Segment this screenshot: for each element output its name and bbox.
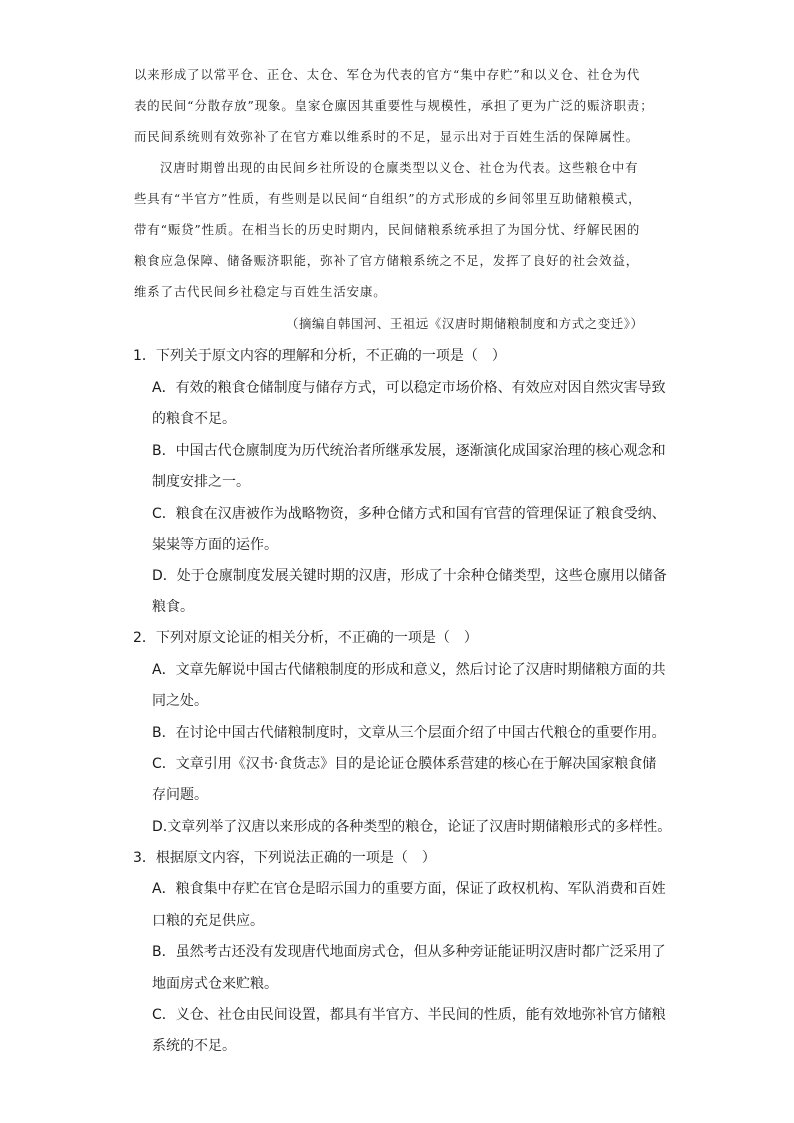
- option-line: C．粮食在汉唐被作为战略物资，多种仓储方式和国有官营的管理保证了粮食受纳、: [152, 506, 666, 522]
- option-line: A．粮食集中存贮在官仓是昭示国力的重要方面，保证了政权机构、军队消费和百姓: [152, 881, 666, 897]
- option-line: D．处于仓廪制度发展关键时期的汉唐，形成了十余种仓储类型，这些仓廪用以储备: [152, 568, 667, 584]
- option-line: C．义仓、社仓由民间设置，都具有半官方、半民间的性质，能有效地弥补官方储粮: [152, 1007, 666, 1023]
- option-line: 制度安排之一。: [152, 474, 250, 490]
- option-line: 存问题。: [152, 787, 208, 803]
- option-line: B．在讨论中国古代储粮制度时，文章从三个层面介绍了中国古代粮仓的重要作用。: [152, 725, 666, 741]
- passage-line: 粮食应急保障、储备赈济职能，弥补了官方储粮系统之不足，发挥了良好的社会效益，: [134, 253, 640, 268]
- option-line: 地面房式仓来贮粮。: [152, 976, 278, 992]
- passage-line: 些具有“半官方”性质，有些则是以民间“自组织”的方式形成的乡间邻里互助储粮模式，: [134, 191, 642, 206]
- question-stem: 1．下列关于原文内容的理解和分析，不正确的一项是（ ）: [133, 348, 506, 364]
- option-line: 粮食。: [152, 599, 194, 615]
- option-line: 口粮的充足供应。: [152, 913, 264, 929]
- passage-source: （摘编自韩国河、王祖远《汉唐时期储粮制度和方式之变迁》）: [286, 316, 644, 331]
- option-line: D.文章列举了汉唐以来形成的各种类型的粮仓，论证了汉唐时期储粮形式的多样性。: [152, 819, 672, 835]
- question-stem: 2．下列对原文论证的相关分析，不正确的一项是（ ）: [133, 630, 478, 646]
- passage-line: 表的民间“分散存放”现象。皇家仓廪因其重要性与规模性，承担了更为广泛的赈济职责；: [134, 98, 654, 113]
- option-line: 粜粜等方面的运作。: [152, 537, 278, 553]
- option-line: A．文章先解说中国古代储粮制度的形成和意义，然后讨论了汉唐时期储粮方面的共: [152, 662, 666, 678]
- passage-line: 而民间系统则有效弥补了在官方难以维系时的不足，显示出对于百姓生活的保障属性。: [134, 129, 640, 144]
- passage-line: 带有“赈贷”性质。在相当长的历史时期内，民间储粮系统承担了为国分忧、纾解民困的: [134, 222, 641, 237]
- option-line: B．虽然考古还没有发现唐代地面房式仓，但从多种旁证能证明汉唐时都广泛采用了: [152, 944, 666, 960]
- option-line: A．有效的粮食仓储制度与储存方式，可以稳定市场价格、有效应对因自然灾害导致: [152, 380, 666, 396]
- option-line: B．中国古代仓廪制度为历代统治者所继承发展，逐渐演化成国家治理的核心观念和: [152, 443, 666, 459]
- passage-line: 以来形成了以常平仓、正仓、太仓、军仓为代表的官方“集中存贮”和以义仓、社仓为代: [134, 67, 641, 82]
- option-line: 系统的不足。: [152, 1038, 236, 1054]
- question-stem: 3．根据原文内容，下列说法正确的一项是（ ）: [133, 850, 436, 866]
- option-line: 的粮食不足。: [152, 411, 236, 427]
- option-line: C．文章引用《汉书·食货志》目的是论证仓膜体系营建的核心在于解决国家粮食储: [152, 756, 657, 772]
- passage-line: 汉唐时期曾出现的由民间乡社所设的仓廪类型以义仓、社仓为代表。这些粮仓中有: [160, 160, 639, 175]
- option-line: 同之处。: [152, 693, 208, 709]
- passage-line: 维系了古代民间乡社稳定与百姓生活安康。: [134, 284, 387, 299]
